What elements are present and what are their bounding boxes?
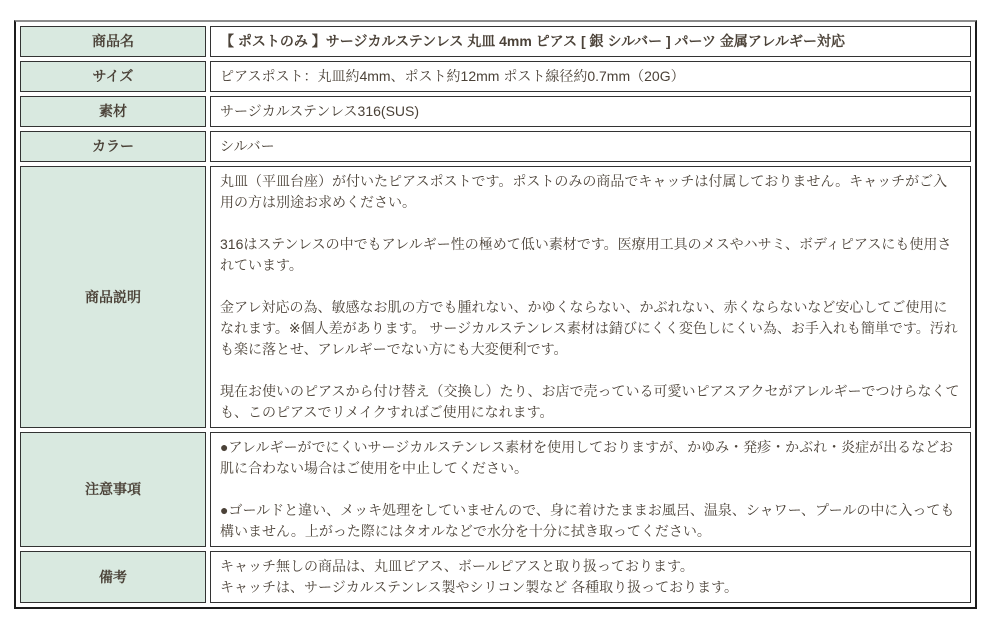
table-row-size [20,61,971,92]
remarks-line: キャッチは、サージカルステンレス製やシリコン製など 各種取り扱っております。 [220,579,739,595]
row-label-size: サイズ [20,61,206,92]
row-label-precautions: 注意事項 [20,432,206,547]
description-paragraph: 金アレ対応の為、敏感なお肌の方でも腫れない、かゆくならない、かぶれない、赤くならないなど安心してご使用になれます。※個人差があります。 サージカルステンレス素材は錆びにくく変色しにくい為、お手入れも簡単です。汚れも楽に落とせ、アレルギーでない方にも大変便利です。 [220,299,958,357]
table-row-precautions [20,432,971,547]
precautions-value [210,432,971,547]
precautions-paragraph: ●アレルギーがでにくいサージカルステンレス素材を使用しておりますが、かゆみ・発疹・かぶれ・炎症が出るなどお肌に合わない場合はご使用を中止してください。 [220,439,954,476]
product-name-value: 【 ポストのみ 】サージカルステンレス 丸皿 4mm ピアス [ 銀 シルバー ] パーツ 金属アレルギー対応 [210,26,971,57]
material-value: サージカルステンレス316(SUS) [210,96,971,127]
size-value: ピアスポスト：丸皿約4mm、ポスト約12mm ポスト線径約0.7mm（20G） [210,61,971,92]
description-paragraph: 丸皿（平皿台座）が付いたピアスポストです。ポストのみの商品でキャッチは付属しておりません。キャッチがご入用の方は別途お求めください。 [220,173,948,210]
table-row-description [20,166,971,428]
description-paragraph: 現在お使いのピアスから付け替え（交換し）たり、お店で売っている可愛いピアスアクセがアレルギーでつけらなくても、このピアスでリメイクすればご使用になれます。 [220,383,960,420]
description-value [210,166,971,428]
row-label-product-name: 商品名 [20,26,206,57]
row-label-description: 商品説明 [20,166,206,428]
table-row-remarks [20,551,971,603]
product-info-table [14,20,977,609]
row-label-remarks: 備考 [20,551,206,603]
color-value: シルバー [210,131,971,162]
precautions-paragraph: ●ゴールドと違い、メッキ処理をしていませんので、身に着けたままお風呂、温泉、シャワー、プールの中に入っても構いません。上がった際にはタオルなどで水分を十分に拭き取ってください。 [220,502,955,539]
table-row-color [20,131,971,162]
remarks-value [210,551,971,603]
table-row-material [20,96,971,127]
table-row-product-name [20,26,971,57]
remarks-line: キャッチ無しの商品は、丸皿ピアス、ボールピアスと取り扱っております。 [220,558,694,574]
description-paragraph: 316はステンレスの中でもアレルギー性の極めて低い素材です。医療用工具のメスやハサミ、ボディピアスにも使用されています。 [220,236,952,273]
row-label-material: 素材 [20,96,206,127]
row-label-color: カラー [20,131,206,162]
